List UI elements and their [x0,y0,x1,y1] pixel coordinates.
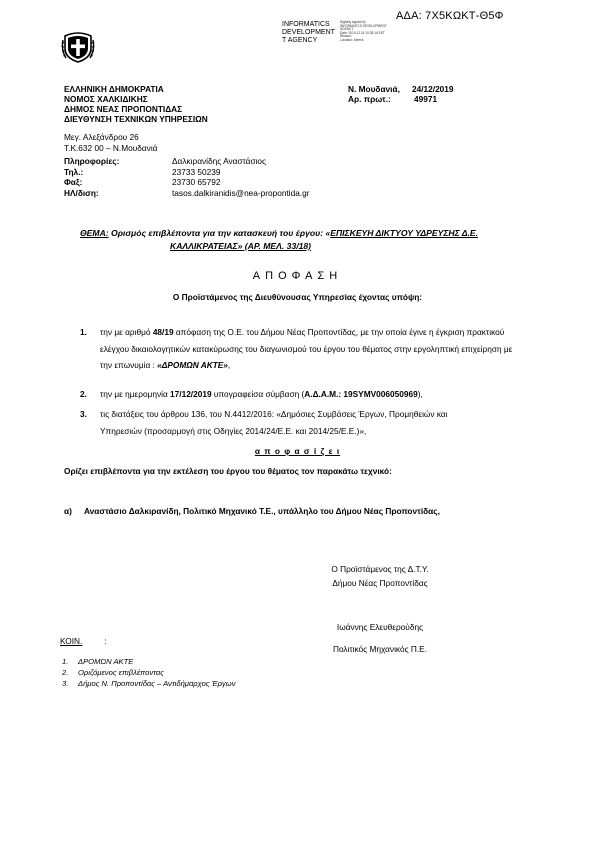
koin-text: ΔΡΟΜΩΝ ΑΚΤΕ [78,657,134,666]
stamp-line: DEVELOPMENT [282,29,335,36]
item-text: , [227,360,231,370]
item-text: την επωνυμία : [100,360,158,370]
contact-value: 23730 65792 [172,177,221,187]
item-number: 2. [80,389,87,399]
koin-text: Οριζόμενος επιβλέποντας [78,668,164,677]
authority-line: ΔΗΜΟΣ ΝΕΑΣ ΠΡΟΠΟΝΤΙΔΑΣ [64,104,183,114]
project-name-line1: ΕΠΙΣΚΕΥΗ ΔΙΚΤΥΟΥ ΥΔΡΕΥΣΗΣ Δ.Ε. [330,228,479,238]
list-item [62,656,236,667]
signatory-title: Πολιτικός Μηχανικός Π.Ε. [332,644,428,654]
contact-value: Δαλκιρανίδης Αναστάσιος [172,156,267,166]
decision-heading: α π ο φ α σ ί ζ ε ι [254,446,341,456]
address-block [64,132,157,153]
list-item [80,324,530,374]
protocol-value: 49971 [414,94,438,104]
item-text: απόφαση της Ο.Ε. του Δήμου Νέας Προποντίδας, με την οποία έγινε η έγκριση πρακτικού [173,327,505,337]
contact-label: Τηλ.: [64,166,84,177]
page-title: ΑΠΟΦΑΣΗ [252,270,343,282]
protocol-row [348,94,454,104]
list-item [62,678,236,689]
date-row [348,84,454,94]
koin-number: 3. [62,679,69,688]
intro-line: Ο Προϊστάμενος της Διευθύνουσας Υπηρεσίας έχοντας υπόψη: [172,292,423,302]
contact-value: 23733 50239 [172,166,221,177]
assignment-text: Αναστάσιο Δαλκιρανίδη, Πολιτικό Μηχανικό Τ.Ε., υπάλληλο του Δήμου Νέας Προποντίδας, [84,506,440,516]
item-number: 3. [80,409,87,419]
date-value: 24/12/2019 [412,84,454,94]
protocol-label: Αρ. πρωτ.: [348,94,391,104]
subject-text: Ορισμός επιβλέποντα για την κατασκευή του έργου: « [108,228,331,238]
koin-colon: : [104,636,107,646]
item-text: Υπηρεσιών (προσαρμογή στις Οδηγίες 2014/24/Ε.Ε. και 2014/25/Ε.Ε.)», [100,425,367,436]
item-text: την με αριθμό [100,327,153,337]
contact-row [64,156,364,167]
authority-line: ΔΙΕΥΘΥΝΣΗ ΤΕΧΝΙΚΩΝ ΥΠΗΡΕΣΙΩΝ [64,114,208,124]
contact-label: Φαξ: [64,177,83,187]
signature-org: Δήμου Νέας Προποντίδας [332,578,428,588]
list-item [80,386,530,403]
adam-code: Α.Δ.Α.Μ.: 19SYMV006050969 [304,389,418,399]
contact-label: Πληροφορίες: [64,156,120,166]
stamp-line: T AGENCY [282,37,318,44]
authority-line: ΕΛΛΗΝΙΚΗ ΔΗΜΟΚΡΑΤΙΑ [64,84,164,94]
list-item [80,406,530,439]
item-text: ), [417,389,423,399]
item-number: 1. [80,327,87,337]
contact-row [64,167,364,178]
item-text: υπογραφείσα σύμβαση ( [211,389,305,399]
assignment-item [64,506,534,517]
koin-text: Δήμος Ν. Προποντίδας – Αντιδήμαρχος Έργων [78,679,236,688]
authority-block [64,84,208,124]
decision-number: 48/19 [152,327,174,337]
greek-emblem-icon [60,28,96,64]
contractor-name: «ΔΡΟΜΩΝ ΑΚΤΕ» [157,360,228,370]
contact-row [64,177,364,188]
list-item [62,667,236,678]
koin-label: ΚΟΙΝ. [60,636,83,646]
stamp-detail-line: INFORMATICS DEVELOPMENT AGENCY [340,23,387,32]
stamp-detail-line: Date: 2019.12.24 10:28:16 EET [340,30,385,35]
stamp-detail-line: Location: Athens [340,37,364,42]
project-name-line2: ΚΑΛΛΙΚΡΑΤΕΙΑΣ» (ΑΡ. ΜΕΛ. 33/18) [170,241,312,251]
stamp-detail-line: Reason: [340,34,352,39]
address-line: Τ.Κ.632 00 – Ν.Μουδανιά [64,142,158,153]
assignment-letter: α) [64,506,72,516]
ada-code: ΑΔΑ: 7Χ5ΚΩΚΤ-Θ5Φ [396,10,504,22]
koin-heading [60,636,107,647]
email-link[interactable]: tasos.dalkiranidis@nea-propontida.gr [172,187,310,198]
authority-line: ΝΟΜΟΣ ΧΑΛΚΙΔΙΚΗΣ [64,94,148,104]
date-protocol-block [348,84,454,104]
stamp-line: INFORMATICS [282,21,330,28]
contacts-block [64,156,364,198]
koin-number: 1. [62,657,69,666]
signatory-name: Ιωάννης Ελευθερούδης [336,622,424,632]
assignment-intro: Ορίζει επιβλέποντα για την εκτέλεση του έργου του θέματος τον παρακάτω τεχνικό: [64,466,392,476]
address-line: Μεγ. Αλεξάνδρου 26 [64,132,139,142]
contact-label: ΗΛ/διση: [64,187,99,198]
place-label: Ν. Μουδανιά, [348,84,400,94]
subject-label: ΘΕΜΑ: [80,228,109,238]
item-text: την με ημερομηνία [100,389,171,399]
contract-date: 17/12/2019 [170,389,212,399]
stamp-detail-line: Digitally signed by [340,20,366,24]
item-text: ελέγχου δικαιολογητικών κατακύρωσης του διαγωνισμού του έργου του θέματος στην εργοληπτική επιχείρηση με [100,343,513,354]
signature-block [300,562,460,656]
item-text: τις διατάξεις του άρθρου 136, του Ν.4412/2016: «Δημόσιες Συμβάσεις Έργων, Προμηθειών και [100,409,448,419]
contact-row [64,188,364,199]
signature-stamp-details [340,21,400,43]
koin-list [62,656,236,689]
koin-number: 2. [62,668,69,677]
subject [80,228,478,251]
signature-stamp-org [282,21,335,45]
signature-role: Ο Προϊστάμενος της Δ.Τ.Υ. [331,564,429,574]
